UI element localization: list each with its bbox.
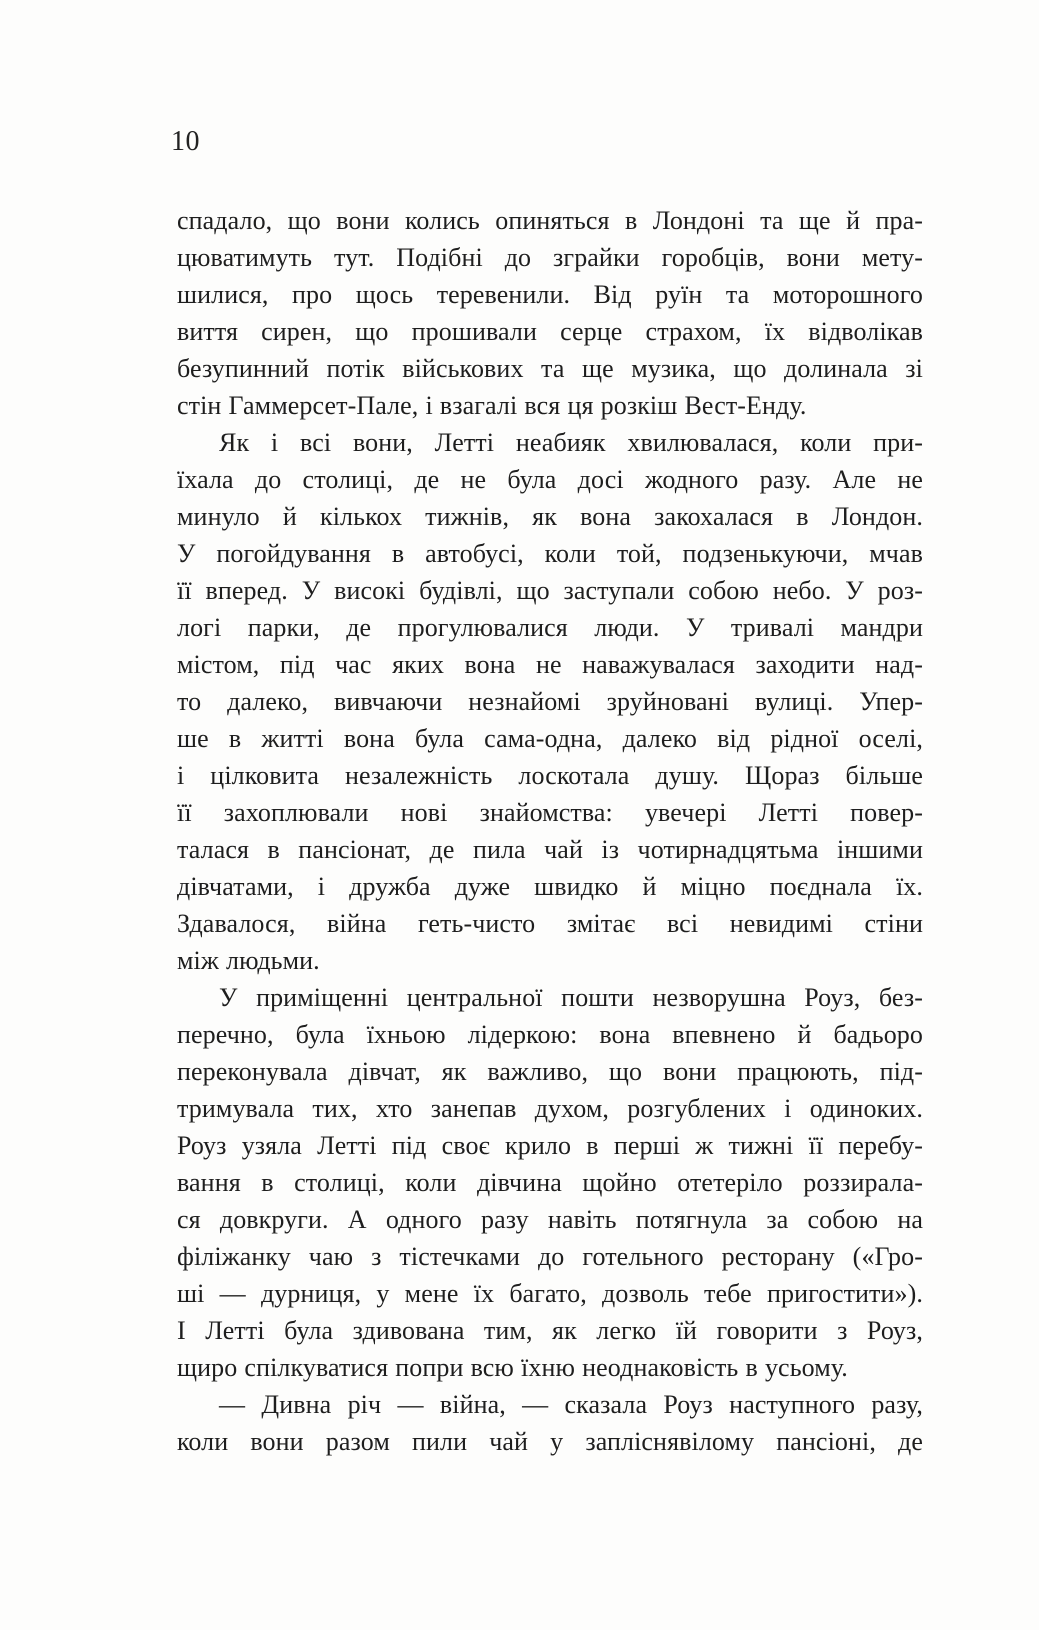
text-line: і цілковита незалежність лоскотала душу. Щораз більше [177,761,923,790]
page-text [177,202,923,1460]
page-number: 10 [171,126,200,157]
text-line: ше в житті вона була сама-одна, далеко від рідної оселі, [177,724,923,753]
text-line: коли вони разом пили чай у запліснявілому пансіоні, де [177,1427,923,1456]
text-line: тримувала тих, хто занепав духом, розгублених і одиноких. [177,1094,923,1123]
text-line: стін Гаммерсет-Пале, і взагалі вся ця розкіш Вест-Енду. [177,391,807,420]
text-line: Як і всі вони, Летті неабияк хвилювалася, коли при- [219,428,923,457]
text-line: переконувала дівчат, як важливо, що вони працюють, під- [177,1057,923,1086]
text-line: шилися, про щось теревенили. Від руїн та моторошного [177,280,923,309]
paragraph [177,202,923,424]
text-line: її вперед. У високі будівлі, що заступали собою небо. У роз- [177,576,923,605]
text-line: вання в столиці, коли дівчина щойно отетеріло роззирала- [177,1168,923,1197]
text-line: безупинний потік військових та ще музика, що долинала зі [177,354,923,383]
text-line: минуло й кількох тижнів, як вона закохалася в Лондон. [177,502,923,531]
text-line: її захоплювали нові знайомства: увечері Летті повер- [177,798,923,827]
text-line: містом, під час яких вона не наважувалася заходити над- [177,650,923,679]
text-line: між людьми. [177,946,320,975]
text-line: перечно, була їхньою лідеркою: вона впевнено й бадьоро [177,1020,923,1049]
text-line: цюватимуть тут. Подібні до зграйки горобців, вони мету- [177,243,923,272]
text-line: Роуз узяла Летті під своє крило в перші ж тижні її перебу- [177,1131,923,1160]
text-line: У погойдування в автобусі, коли той, подзенькуючи, мчав [177,539,923,568]
paragraph [177,1386,923,1460]
text-line: І Летті була здивована тим, як легко їй говорити з Роуз, [177,1316,923,1345]
text-line: Здавалося, війна геть-чисто змітає всі невидимі стіни [177,909,923,938]
text-line: щиро спілкуватися попри всю їхню неоднаковість в усьому. [177,1353,848,1382]
text-line: — Дивна річ — війна, — сказала Роуз наступного разу, [219,1390,923,1419]
text-line: логі парки, де прогулювалися люди. У тривалі мандри [177,613,923,642]
paragraph [177,979,923,1386]
text-line: ся довкруги. А одного разу навіть потягнула за собою на [177,1205,923,1234]
paragraph [177,424,923,979]
text-line: виття сирен, що прошивали серце страхом, їх відволікав [177,317,923,346]
text-line: ші — дурниця, у мене їх багато, дозволь тебе пригостити»). [177,1279,923,1308]
text-line: їхала до столиці, де не була досі жодного разу. Але не [177,465,923,494]
text-line: філіжанку чаю з тістечками до готельного ресторану («Гро- [177,1242,923,1271]
text-line: спадало, що вони колись опиняться в Лондоні та ще й пра- [177,206,923,235]
text-line: У приміщенні центральної пошти незворушна Роуз, без- [219,983,923,1012]
text-line: то далеко, вивчаючи незнайомі зруйновані вулиці. Упер- [177,687,923,716]
text-line: дівчатами, і дружба дуже швидко й міцно поєднала їх. [177,872,923,901]
text-line: талася в пансіонат, де пила чай із чотирнадцятьма іншими [177,835,923,864]
